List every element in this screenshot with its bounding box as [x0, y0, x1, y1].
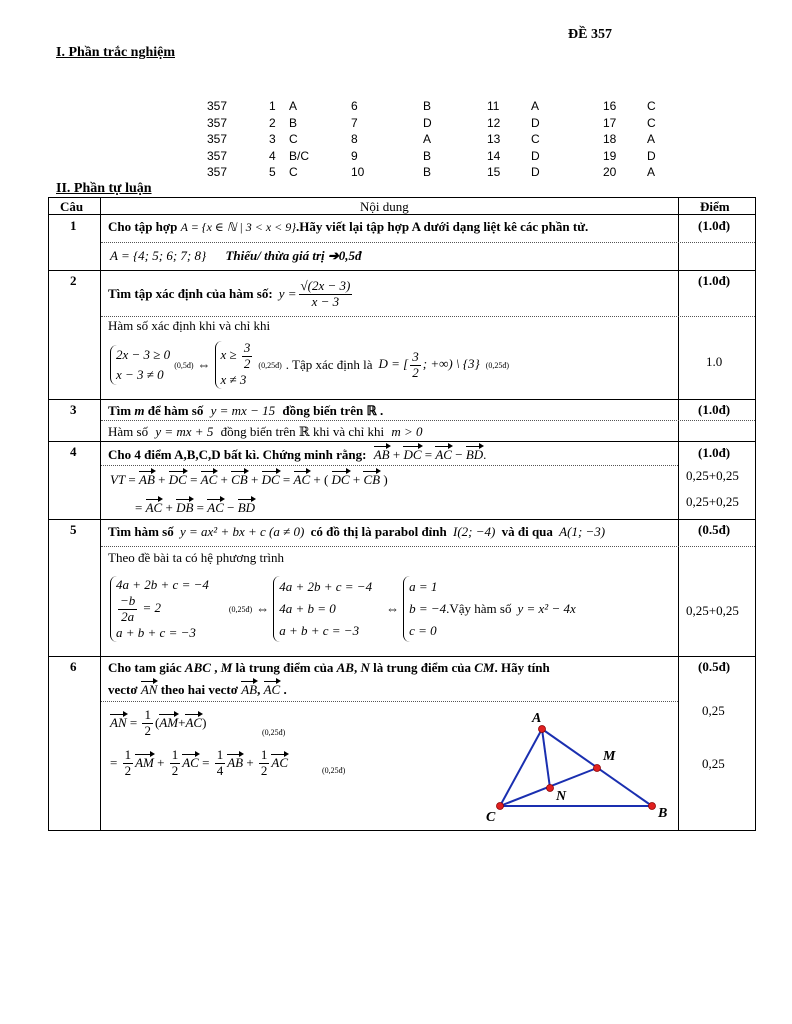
point-c: [497, 803, 504, 810]
q6-step2: = $\frac{1}{2}$ AM + $\frac{1}{2}$ AC = $\frac{1}{4}$ AB + $\frac{1}{2}$ AC: [110, 747, 289, 778]
answer-cell: A: [647, 165, 656, 180]
q2-score: 1.0: [706, 354, 723, 369]
answer-cell: 3: [269, 132, 276, 147]
answer-cell: A: [647, 132, 656, 147]
answer-cell: 357: [207, 99, 228, 114]
answer-cell: 12: [487, 115, 501, 130]
col-header-cau: Câu: [60, 199, 84, 214]
answer-cell: 4: [269, 148, 276, 163]
answer-cell: B: [423, 99, 432, 114]
answer-cell: 16: [603, 99, 617, 114]
segment-an: [542, 729, 550, 788]
q3-number: 3: [70, 402, 77, 417]
section-2-title: II. Phần tự luận: [56, 181, 152, 196]
answer-cell: 357: [207, 132, 228, 147]
answer-cell: D: [647, 148, 656, 163]
label-a: A: [532, 711, 542, 726]
answer-cell: 15: [487, 165, 501, 180]
q3-points: (1.0đ): [698, 402, 731, 417]
answer-cell: 5: [269, 165, 276, 180]
q4-score-2: 0,25+0,25: [686, 494, 739, 509]
answer-row: [207, 115, 667, 132]
q3-answer: Hàm số y = mx + 5 đồng biến trên ℝ khi và chỉ khi m > 0: [108, 424, 423, 439]
label-b: B: [658, 806, 668, 821]
answer-cell: 13: [487, 132, 501, 147]
q2-solution: 2x − 3 ≥ 0 x − 3 ≠ 0 (0,5đ) ⇔ x ≥ $\frac{3}{2}$ x ≠ 3 (0,25đ) . Tập xác định là D = [ $\frac{3}{2}$ ; +∞) \ {3} (0,25đ): [110, 336, 509, 394]
col-header-diem: Điểm: [700, 199, 730, 214]
q6-prompt-line1: Cho tam giác ABC , M là trung điểm của AB, N là trung điểm của CM. Hãy tính: [108, 660, 550, 675]
answer-cell: C: [289, 132, 298, 147]
point-m: [594, 765, 601, 772]
answer-cell: B: [289, 115, 298, 130]
q6-score-1: 0,25: [702, 703, 725, 718]
q5-solution: 4a + 2b + c = −4 $\frac{-b}{2a}$ = 2 a + b + c = −3 (0,25đ) ⇔ 4a + 2b + c = −4 4a + b = 0 a + b + c = −3 ⇔ a = 1 b = −4 c = 0 .Vậy hàm số y = x² − 4x: [110, 567, 576, 651]
answer-key-table: [207, 98, 667, 181]
q1-number: 1: [70, 218, 77, 233]
q1-prompt: Cho tập hợp A = {x ∈ ℕ | 3 < x < 9}.Hãy viết lại tập hợp A dưới dạng liệt kê các phần tử.: [108, 219, 589, 234]
answer-cell: C: [647, 99, 656, 114]
answer-cell: A: [531, 99, 540, 114]
q4-proof-line1: VT = AB + DC = AC + CB + DC = AC + ( DC + CB ): [110, 472, 388, 487]
q5-number: 5: [70, 522, 77, 537]
q5-score: 0,25+0,25: [686, 603, 739, 618]
answer-cell: C: [647, 115, 656, 130]
answer-cell: 357: [207, 148, 228, 163]
answer-cell: B/C: [289, 148, 310, 163]
q4-points: (1.0đ): [698, 445, 731, 460]
answer-cell: A: [289, 99, 298, 114]
q4-prompt: Cho 4 điểm A,B,C,D bất kì. Chứng minh rằng: AB + DC = AC − BD.: [108, 447, 487, 462]
q2-points: (1.0đ): [698, 273, 731, 288]
q2-prompt: Tìm tập xác định của hàm số: y = $\frac{√(2x - 3)}{x - 3}$: [108, 278, 351, 309]
q6-weight-1: (0,25đ): [262, 728, 286, 737]
q6-points: (0.5đ): [698, 659, 731, 674]
point-b: [649, 803, 656, 810]
q4-number: 4: [70, 444, 77, 459]
q4-proof-line2: = AC + DB = AC − BD: [135, 500, 256, 515]
answer-row: [207, 148, 667, 165]
answer-cell: C: [531, 132, 540, 147]
q6-score-2: 0,25: [702, 756, 725, 771]
answer-cell: 11: [487, 99, 500, 114]
answer-cell: 17: [603, 115, 617, 130]
point-n: [547, 785, 554, 792]
answer-cell: 7: [351, 115, 358, 130]
col-header-noi-dung: Nội dung: [360, 199, 409, 214]
answer-cell: D: [531, 148, 540, 163]
answer-cell: 1: [269, 99, 276, 114]
point-a: [539, 726, 546, 733]
q6-weight-2: (0,25đ): [322, 766, 346, 775]
q3-prompt: Tìm m để hàm số y = mx − 15 đồng biến trên ℝ .: [108, 403, 384, 418]
q1-points: (1.0đ): [698, 218, 731, 233]
answer-cell: 2: [269, 115, 276, 130]
answer-cell: 8: [351, 132, 358, 147]
q5-line1: Theo đề bài ta có hệ phương trình: [108, 550, 285, 565]
answer-cell: 357: [207, 165, 228, 180]
answer-cell: D: [531, 115, 540, 130]
answer-cell: 357: [207, 115, 228, 130]
answer-cell: 6: [351, 99, 358, 114]
answer-cell: 18: [603, 132, 617, 147]
answer-row: [207, 131, 667, 148]
label-c: C: [486, 810, 496, 825]
exam-code: ĐỀ 357: [568, 27, 612, 42]
side-ac: [500, 729, 542, 806]
q6-number: 6: [70, 659, 77, 674]
answer-cell: A: [423, 132, 432, 147]
q2-line1: Hàm số xác định khi và chỉ khi: [108, 318, 271, 333]
triangle-diagram: [480, 705, 680, 827]
answer-cell: 10: [351, 165, 365, 180]
q1-answer: A = {4; 5; 6; 7; 8} Thiếu/ thừa giá trị ➔0,5đ: [110, 248, 362, 263]
answer-cell: 14: [487, 148, 501, 163]
q2-number: 2: [70, 273, 77, 288]
q5-prompt: Tìm hàm số y = ax² + bx + c (a ≠ 0) có đồ thị là parabol đỉnh I(2; −4) và đi qua A(1; −3): [108, 524, 606, 539]
answer-row: [207, 164, 667, 181]
section-1-title: I. Phần trắc nghiệm: [56, 45, 175, 60]
q5-points: (0.5đ): [698, 522, 731, 537]
q4-score-1: 0,25+0,25: [686, 468, 739, 483]
answer-cell: D: [423, 115, 432, 130]
q6-step1: AN = $\frac{1}{2}$ ( AM + AC ): [110, 707, 207, 738]
answer-cell: B: [423, 148, 432, 163]
answer-cell: C: [289, 165, 298, 180]
q6-prompt-line2: vectơ AN theo hai vectơ AB, AC .: [108, 682, 287, 697]
answer-cell: D: [531, 165, 540, 180]
answer-cell: 20: [603, 165, 617, 180]
answer-cell: 19: [603, 148, 617, 163]
label-n: N: [556, 789, 567, 804]
label-m: M: [603, 749, 616, 764]
answer-row: [207, 98, 667, 115]
answer-cell: B: [423, 165, 432, 180]
answer-cell: 9: [351, 148, 358, 163]
